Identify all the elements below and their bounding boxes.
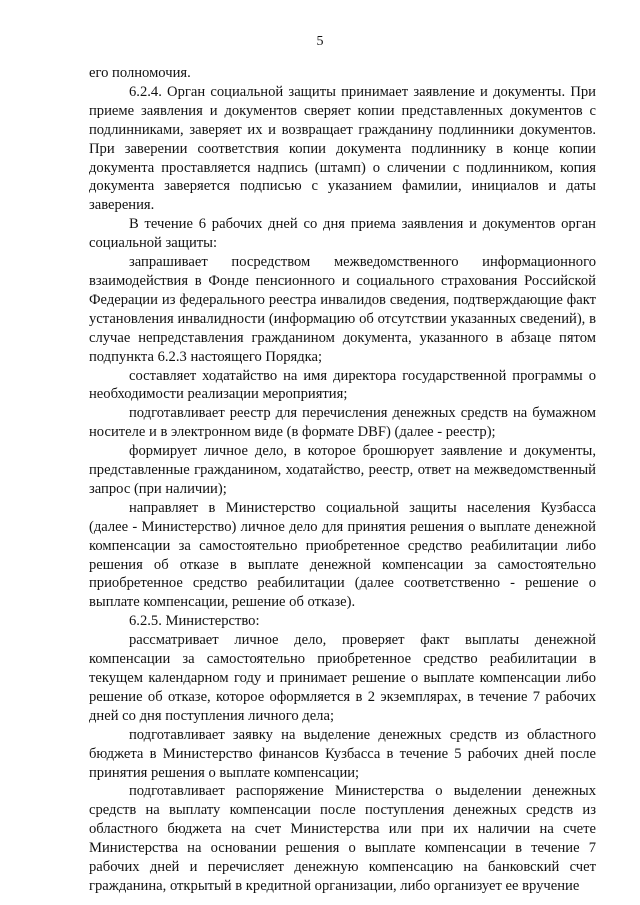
paragraph-6-2-5: 6.2.5. Министерство: <box>129 613 260 630</box>
document-body <box>89 64 596 896</box>
paragraph-personal-file: формирует личное дело, в которое брошюрует заявление и документы, представленные гражданином, ходатайство, реестр, ответ на межведомственный запрос (при наличии); <box>89 443 596 497</box>
paragraph-requests: запрашивает посредством межведомственного информационного взаимодействия в Фонде пенсионного и социального страхования Российской Федерации из федерального реестра инвалидов сведения, подтверждающие факт установления инвалидности (информацию об отсутствии указанных сведений), в случае непредставления гражданином документа, указанного в абзаце пятом подпункта 6.2.3 настоящего Порядка; <box>89 254 596 365</box>
paragraph-funding-request: подготавливает заявку на выделение денежных средств из областного бюджета в Министерство финансов Кузбасса в течение 5 рабочих дней после принятия решения о выплате компенсации; <box>89 726 596 781</box>
page-number: 5 <box>316 34 324 49</box>
paragraph-six-days: В течение 6 рабочих дней со дня приема заявления и документов орган социальной защиты: <box>89 216 596 252</box>
paragraph-reviews-file: рассматривает личное дело, проверяет факт выплаты денежной компенсации за самостоятельно приобретенное средство реабилитации в текущем календарном году и принимает решение о выплате компенсации либо решение об отказе, которое оформляется в 2 экземплярах, в течение 7 рабочих дней со дня поступления личного дела; <box>89 632 596 724</box>
paragraph-sends-to-ministry: направляет в Министерство социальной защиты населения Кузбасса (далее - Министерство) личное дело для принятия решения о выплате денежной компенсации за самостоятельно приобретенное средство реабилитации либо решения об отказе в выплате денежной компенсации за самостоятельно приобретенное средство реабилитации (далее соответственно - решение о выплате компенсации, решение об отказе). <box>89 499 596 611</box>
paragraph-petition: составляет ходатайство на имя директора государственной программы о необходимости реализации мероприятия; <box>89 367 596 403</box>
paragraph-6-2-4: 6.2.4. Орган социальной защиты принимает заявление и документы. При приеме заявления и документов сверяет копии представленных документов с подлинниками, заверяет их и возвращает гражданину подлинники документов. При заверении соответствия копии документа подлиннику в конце копии документа проставляется надпись (штамп) о сличении с подлинником, копия документа заверяется подписью с указанием фамилии, инициалов и даты заверения. <box>89 83 596 214</box>
paragraph-payment-order: подготавливает распоряжение Министерства о выделении денежных средств на выплату компенсации после поступления денежных средств из областного бюджета на счет Министерства или при их наличии на счете Министерства на основании решения о выплате компенсации в течение 7 рабочих дней и перечисляет денежную компенсацию на банковский счет гражданина, открытый в кредитной организации, либо организует ее вручение <box>89 783 596 894</box>
paragraph-registry: подготавливает реестр для перечисления денежных средств на бумажном носителе и в электронном виде (в формате DBF) (далее - реестр); <box>89 405 596 441</box>
paragraph-continuation: его полномочия. <box>89 65 191 81</box>
